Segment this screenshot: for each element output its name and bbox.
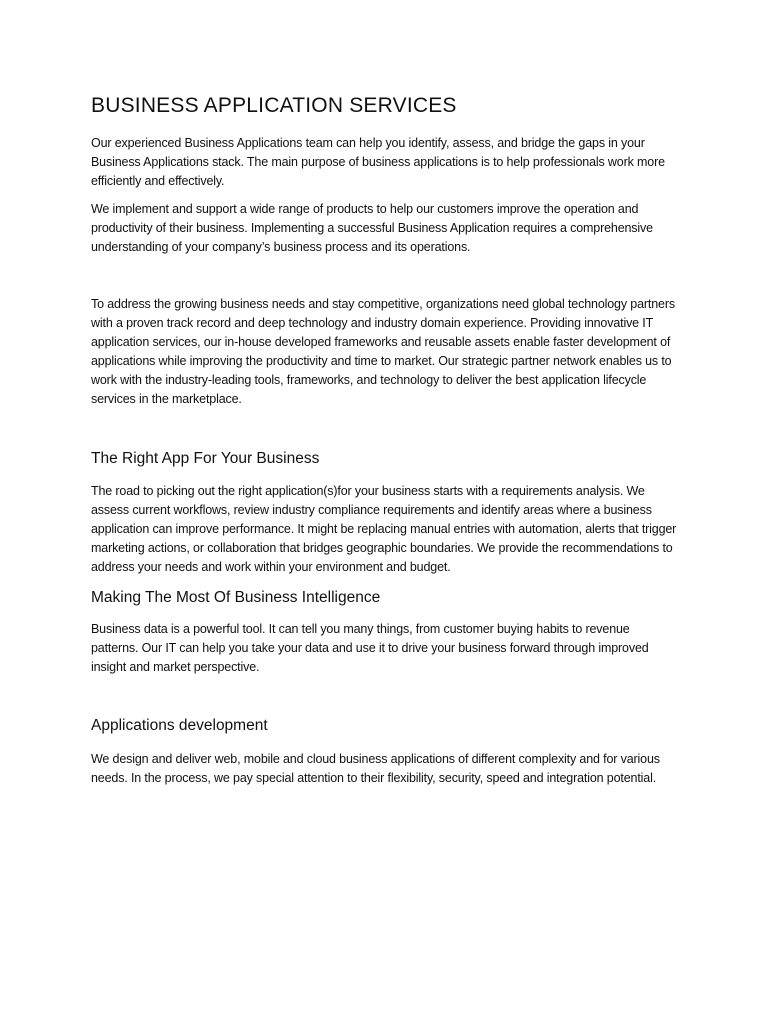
intro-paragraph-3: To address the growing business needs and stay competitive, organizations need global technology partners with a proven track record and deep technology and industry domain experience. Providing innovative IT application services, our in-house developed frameworks and reusable assets enable faster development of applications while improving the productivity and time to market. Our strategic partner network enables us to work with the industry-leading tools, frameworks, and technology to deliver the best application lifecycle services in the marketplace.	[91, 297, 675, 406]
intro-paragraph-1: Our experienced Business Applications team can help you identify, assess, and bridge the gaps in your Business Applications stack. The main purpose of business applications is to help professionals work more efficiently and effectively.	[91, 136, 665, 188]
section-heading-applications-development: Applications development	[91, 717, 268, 734]
section-body-applications-development: We design and deliver web, mobile and cloud business applications of different complexity and for various needs. In the process, we pay special attention to their flexibility, security, speed and integration potential.	[91, 752, 660, 785]
section-body-business-intelligence: Business data is a powerful tool. It can tell you many things, from customer buying habits to revenue patterns. Our IT can help you take your data and use it to drive your business forward through improved insight and market perspective.	[91, 622, 649, 674]
section-heading-business-intelligence: Making The Most Of Business Intelligence	[91, 589, 381, 606]
document-title: BUSINESS APPLICATION SERVICES	[91, 94, 457, 117]
section-heading-right-app: The Right App For Your Business	[91, 450, 320, 467]
section-body-right-app: The road to picking out the right application(s)for your business starts with a requirements analysis. We assess current workflows, review industry compliance requirements and identify areas where a business application can improve performance. It might be replacing manual entries with automation, alerts that trigger marketing actions, or collaboration that bridges geographic boundaries. We provide the recommendations to address your needs and work within your environment and budget.	[91, 484, 677, 574]
intro-paragraph-2: We implement and support a wide range of products to help our customers improve the operation and productivity of their business. Implementing a successful Business Application requires a comprehensive understanding of your company’s business process and its operations.	[91, 202, 653, 254]
